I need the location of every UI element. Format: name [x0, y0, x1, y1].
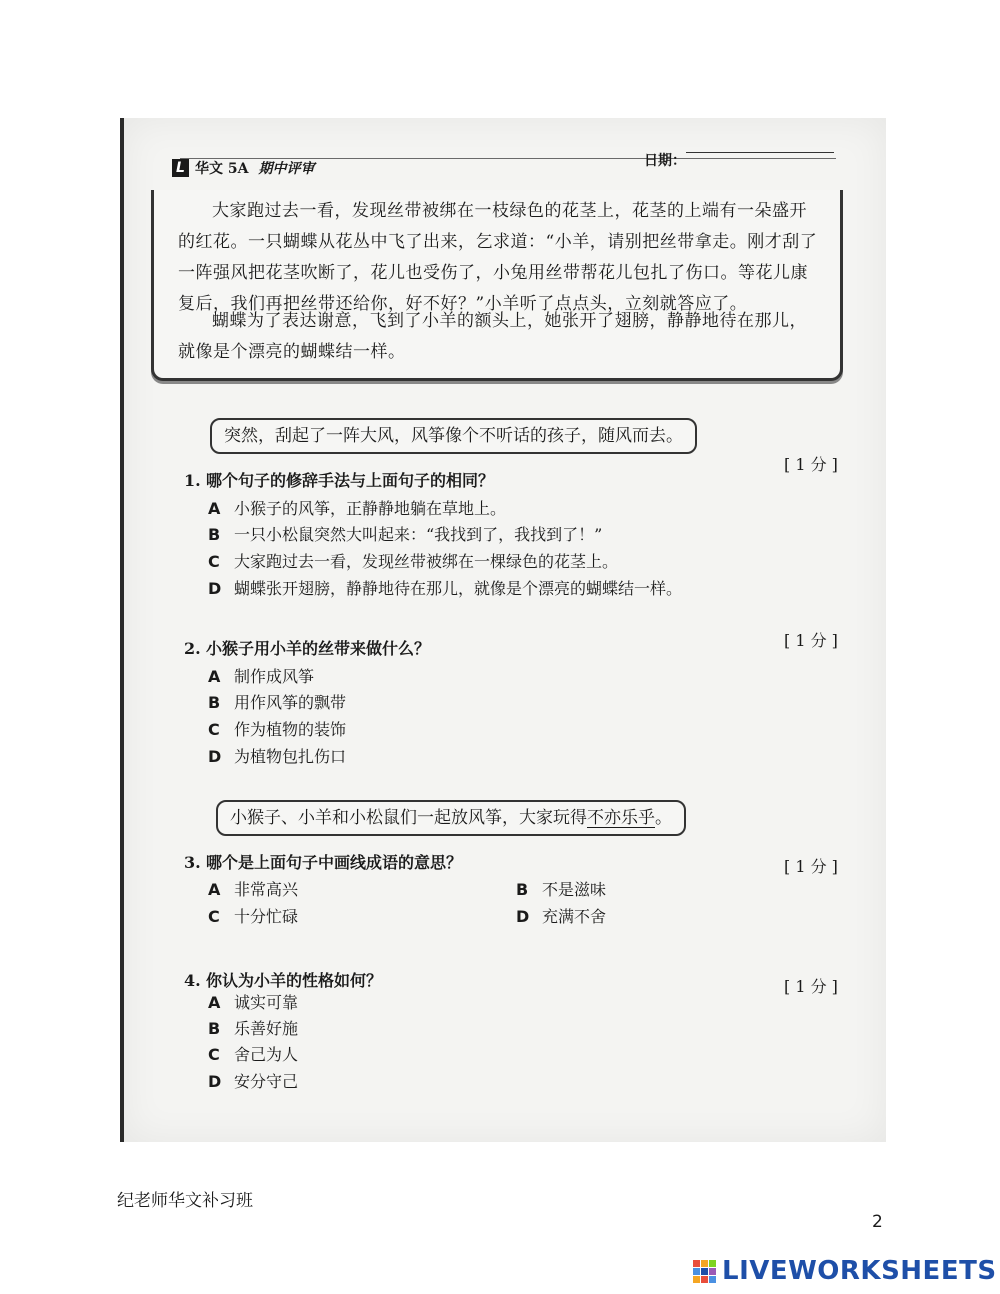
story-paragraph-2: 蝴蝶为了表达谢意，飞到了小羊的额头上，她张开了翅膀，静静地待在那儿，就像是个漂亮的蝴蝶结一样。	[178, 311, 807, 362]
q3-option-a[interactable]	[208, 877, 298, 900]
option-text: 充满不舍	[542, 907, 607, 926]
box2-after: 。	[655, 808, 672, 828]
quoted-sentence-box-2	[216, 800, 686, 836]
option-letter: C	[208, 552, 220, 571]
q3-option-d[interactable]	[516, 904, 606, 927]
option-text: 作为植物的装饰	[234, 720, 347, 739]
liveworksheets-wordmark: LIVEWORKSHEETS	[722, 1256, 997, 1286]
option-letter: A	[208, 993, 221, 1012]
footer-class-name: 纪老师华文补习班	[117, 1191, 253, 1211]
option-letter: A	[208, 880, 221, 899]
q3-option-c[interactable]	[208, 904, 298, 927]
option-letter: D	[516, 907, 530, 926]
option-letter: C	[208, 907, 220, 926]
q3-mark: [ 1 分 ]	[784, 857, 838, 876]
exam-label: 期中评审	[258, 161, 315, 177]
option-text: 乐善好施	[234, 1019, 299, 1038]
q4-number: 4.	[184, 971, 201, 990]
q1-text: 哪个句子的修辞手法与上面句子的相同？	[206, 471, 495, 490]
q1-number: 1.	[184, 471, 201, 490]
option-text: 大家跑过去一看，发现丝带被绑在一棵绿色的花茎上。	[234, 552, 619, 571]
option-letter: C	[208, 1045, 220, 1064]
option-text: 用作风筝的飘带	[234, 693, 347, 712]
option-text: 安分守己	[234, 1072, 299, 1091]
q4-option-c[interactable]	[208, 1042, 298, 1065]
question-1	[184, 468, 494, 491]
q2-option-d[interactable]	[208, 744, 346, 767]
q1-option-a[interactable]	[208, 496, 506, 519]
q2-text: 小猴子用小羊的丝带来做什么？	[206, 639, 431, 658]
page-header	[172, 158, 314, 178]
question-3	[184, 850, 462, 873]
q3-text: 哪个是上面句子中画线成语的意思？	[206, 853, 463, 872]
option-letter: D	[208, 747, 222, 766]
option-letter: D	[208, 579, 222, 598]
page-number: 2	[872, 1212, 883, 1232]
liveworksheets-logo[interactable]	[693, 1256, 997, 1286]
quoted-sentence-box-1: 突然，刮起了一阵大风，风筝像个不听话的孩子，随风而去。	[210, 418, 697, 454]
q4-mark: [ 1 分 ]	[784, 977, 838, 996]
option-text: 不是滋味	[542, 880, 607, 899]
date-label: 日期：	[644, 153, 686, 169]
q2-mark: [ 1 分 ]	[784, 631, 838, 650]
scanned-page	[120, 118, 886, 1142]
option-text: 十分忙碌	[234, 907, 299, 926]
q4-option-b[interactable]	[208, 1016, 298, 1039]
story-box	[151, 190, 843, 381]
option-text: 制作成风筝	[234, 667, 315, 686]
option-text: 诚实可靠	[234, 993, 299, 1012]
q4-option-d[interactable]	[208, 1069, 298, 1092]
option-letter: C	[208, 720, 220, 739]
option-letter: B	[208, 693, 221, 712]
option-text: 小猴子的风筝，正静静地躺在草地上。	[234, 499, 507, 518]
q3-number: 3.	[184, 853, 201, 872]
option-text: 为植物包扎伤口	[234, 747, 347, 766]
question-4	[184, 968, 382, 991]
book-logo-icon: L	[172, 159, 189, 177]
q3-option-b[interactable]	[516, 877, 606, 900]
date-field-line	[686, 152, 834, 153]
q2-option-a[interactable]	[208, 664, 314, 687]
question-2	[184, 636, 430, 659]
subject-label: 华文 5A	[195, 161, 249, 177]
q1-mark: [ 1 分 ]	[784, 455, 838, 474]
q4-text: 你认为小羊的性格如何？	[206, 971, 383, 990]
q2-option-b[interactable]	[208, 690, 346, 713]
underlined-idiom: 不亦乐乎	[587, 808, 655, 828]
liveworksheets-grid-icon	[693, 1260, 716, 1283]
q1-option-b[interactable]	[208, 522, 602, 545]
q2-number: 2.	[184, 639, 201, 658]
story-paragraph-1: 大家跑过去一看，发现丝带被绑在一枝绿色的花茎上，花茎的上端有一朵盛开的红花。一只蝴蝶从花丛中飞了出来，乞求道：“小羊，请别把丝带拿走。刚才刮了一阵强风把花茎吹断了，花儿也受伤了，小兔用丝带帮花儿包扎了伤口。等花儿康复后，我们再把丝带还给你，好不好？”小羊听了点点头，立刻就答应了。	[178, 201, 818, 314]
q2-option-c[interactable]	[208, 717, 346, 740]
box2-before: 小猴子、小羊和小松鼠们一起放风筝，大家玩得	[230, 808, 587, 828]
option-letter: D	[208, 1072, 222, 1091]
option-text: 舍己为人	[234, 1045, 299, 1064]
option-letter: B	[516, 880, 529, 899]
option-text: 非常高兴	[234, 880, 299, 899]
option-letter: B	[208, 525, 221, 544]
option-text: 一只小松鼠突然大叫起来：“我找到了，我找到了！”	[234, 525, 603, 544]
header-rule	[180, 158, 836, 159]
option-letter: B	[208, 1019, 221, 1038]
option-letter: A	[208, 499, 221, 518]
q1-option-d[interactable]	[208, 576, 682, 599]
q1-option-c[interactable]	[208, 549, 618, 572]
option-text: 蝴蝶张开翅膀，静静地待在那儿，就像是个漂亮的蝴蝶结一样。	[234, 579, 683, 598]
option-letter: A	[208, 667, 221, 686]
q4-option-a[interactable]	[208, 990, 298, 1013]
